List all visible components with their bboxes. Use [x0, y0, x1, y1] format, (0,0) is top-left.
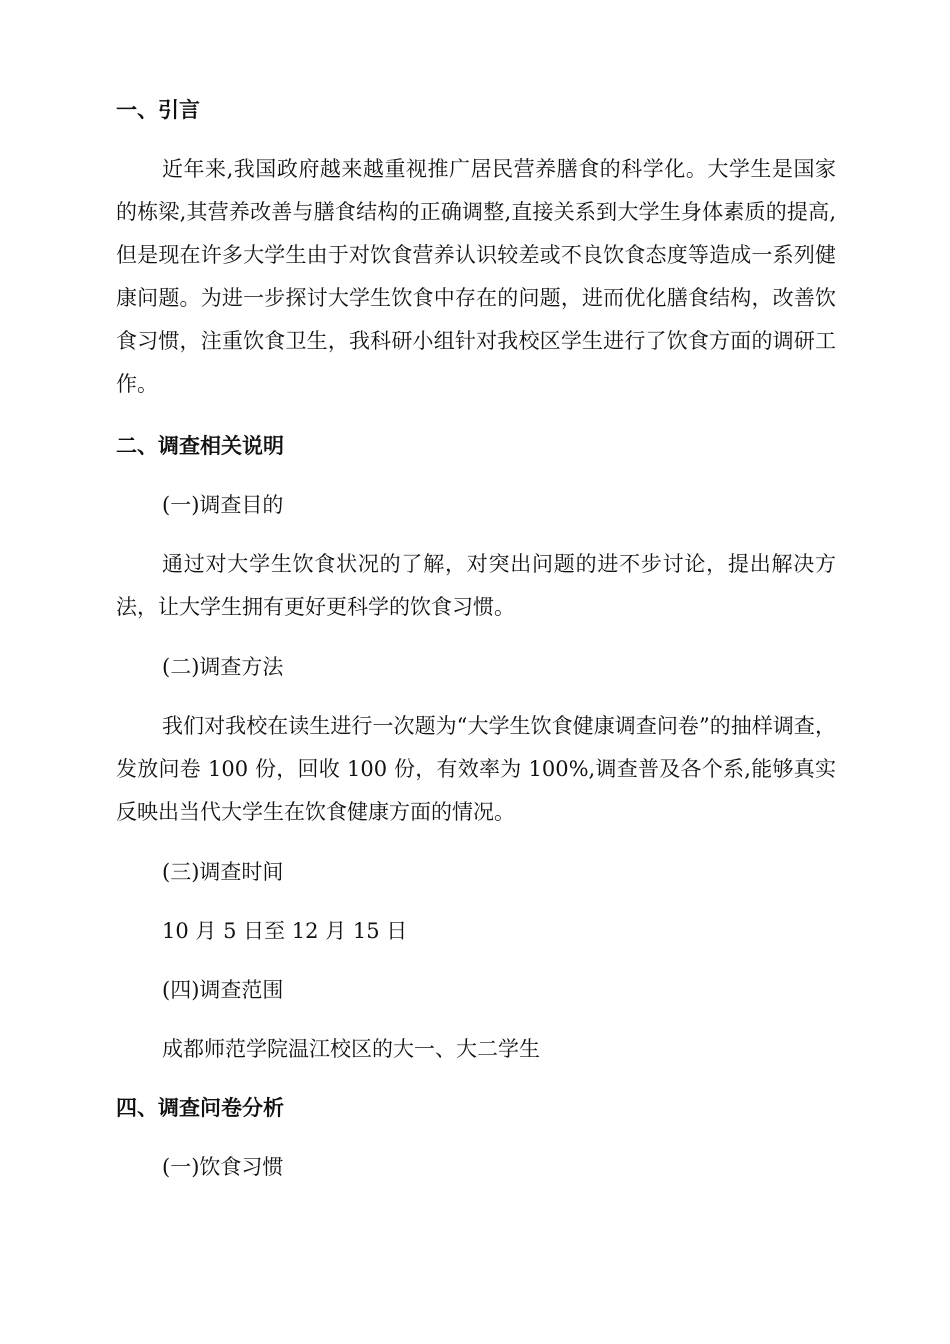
section-heading-survey-info: 二、调查相关说明	[116, 434, 284, 458]
subheading-time: (三)调查时间	[162, 860, 284, 884]
subheading-scope: (四)调查范围	[162, 978, 284, 1002]
document-body	[116, 89, 836, 1188]
time-text: 10 月 5 日至 12 月 15 日	[162, 919, 408, 943]
method-paragraph: 我们对我校在读生进行一次题为“大学生饮食健康调查问卷”的抽样调查，发放问卷 100 份，回收 100 份，有效率为 100%,调查普及各个系,能够真实反映出当代大学生在饮食健康方面的情况。	[116, 714, 836, 824]
subheading-purpose: (一)调查目的	[162, 493, 284, 517]
section-heading-analysis: 四、调查问卷分析	[116, 1096, 284, 1120]
subheading-habits: (一)饮食习惯	[162, 1155, 284, 1179]
scope-text: 成都师范学院温江校区的大一、大二学生	[162, 1037, 540, 1061]
subheading-method: (二)调查方法	[162, 655, 284, 679]
intro-paragraph: 近年来,我国政府越来越重视推广居民营养膳食的科学化。大学生是国家的栋梁,其营养改善与膳食结构的正确调整,直接关系到大学生身体素质的提高,但是现在许多大学生由于对饮食营养认识较差或不良饮食态度等造成一系列健康问题。为进一步探讨大学生饮食中存在的问题，进而优化膳食结构，改善饮食习惯，注重饮食卫生，我科研小组针对我校区学生进行了饮食方面的调研工作。	[116, 157, 836, 396]
section-heading-intro: 一、引言	[116, 98, 200, 122]
purpose-paragraph: 通过对大学生饮食状况的了解，对突出问题的进不步讨论，提出解决方法，让大学生拥有更好更科学的饮食习惯。	[116, 552, 836, 619]
